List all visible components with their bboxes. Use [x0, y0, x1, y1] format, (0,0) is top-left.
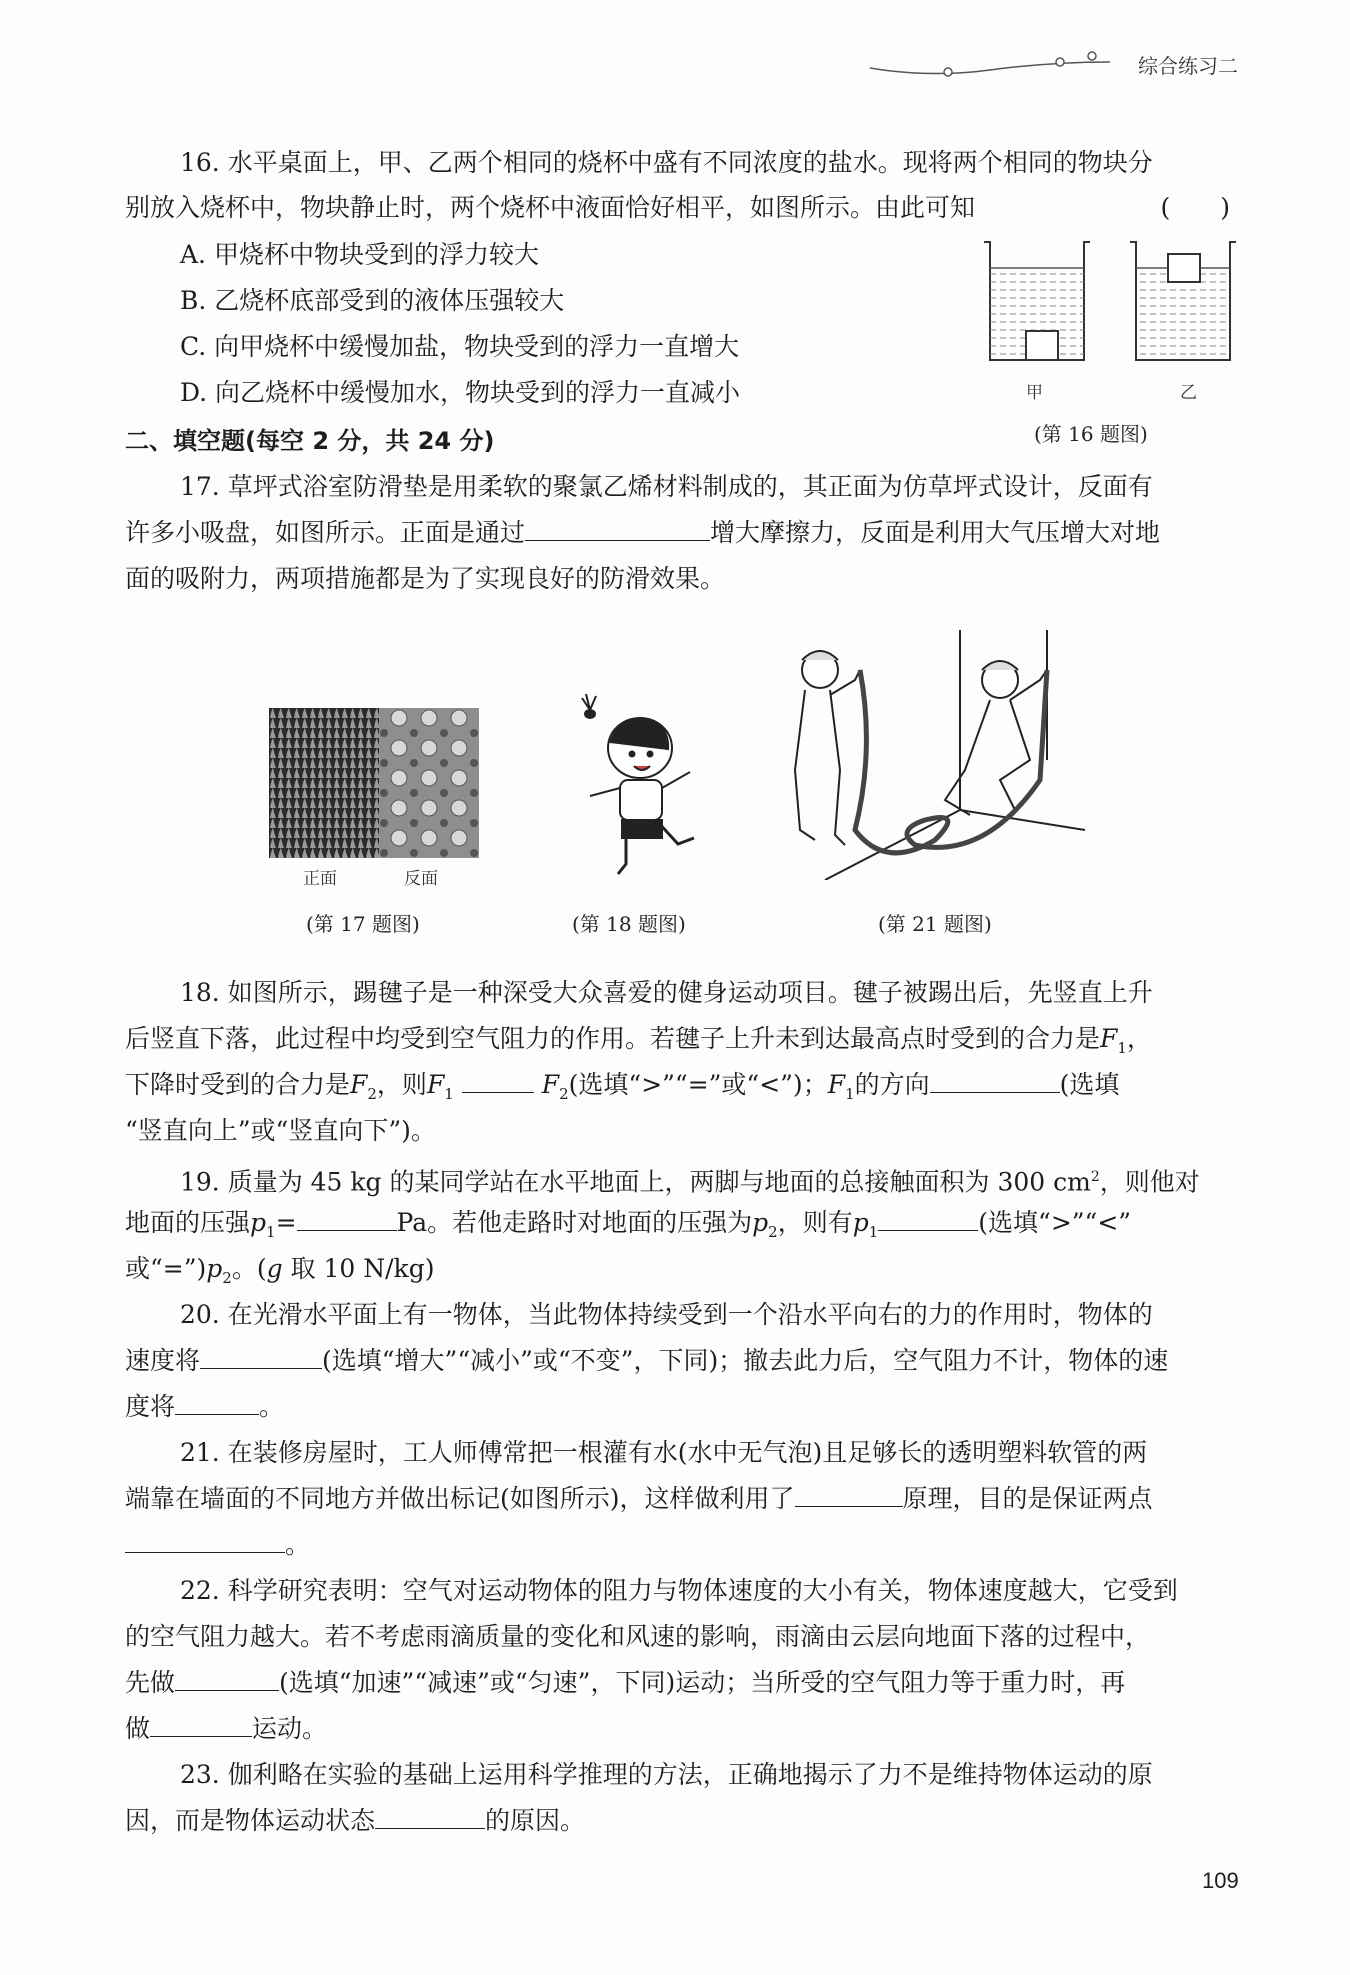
q18-line4: “竖直向上”或“竖直向下”)。: [125, 1116, 436, 1145]
q22-text: 运动。: [252, 1714, 328, 1743]
subscript: 1: [1117, 1039, 1127, 1057]
q16-option-b: B. 乙烧杯底部受到的液体压强较大: [180, 286, 565, 315]
q21-line2: [125, 1482, 1240, 1516]
beaker-label-jia: 甲: [1026, 383, 1043, 403]
q22-line1: 22. 科学研究表明：空气对运动物体的阻力与物体速度的大小有关，物体速度越大，它受到: [180, 1576, 1178, 1605]
answer-blank[interactable]: [525, 518, 710, 541]
q23-line1: 23. 伽利略在实验的基础上运用科学推理的方法，正确地揭示了力不是维持物体运动的原: [180, 1760, 1153, 1789]
q18-text: 的方向: [854, 1070, 930, 1099]
var-F: F: [350, 1070, 368, 1099]
answer-paren: ( ): [1160, 193, 1230, 222]
q18-text: 下降时受到的合力是: [125, 1070, 351, 1099]
q19-text: ，则他对: [1099, 1167, 1200, 1197]
girl-kicking-shuttlecock: [560, 688, 710, 888]
q18-text: ，则: [376, 1070, 427, 1099]
q18-text: (选填“>”“=”或“<”)；: [568, 1070, 828, 1099]
var-p: p: [206, 1254, 223, 1283]
q20-line3: [125, 1390, 1240, 1424]
var-F: F: [1100, 1024, 1118, 1053]
beaker-jia: [984, 242, 1090, 360]
answer-blank[interactable]: [200, 1346, 322, 1369]
q22-text: (选填“加速”“减速”或“匀速”，下同)运动；当所受的空气阻力等于重力时，再: [279, 1668, 1126, 1697]
q19-text: =: [275, 1208, 297, 1237]
q19-text: (选填“>”“<”: [978, 1208, 1132, 1237]
subscript: 1: [266, 1223, 276, 1241]
anti-slip-mat-photo: [269, 708, 479, 858]
answer-blank[interactable]: [175, 1668, 279, 1691]
q18-text: 后竖直下落，此过程中均受到空气阻力的作用。若毽子上升未到达最高点时受到的合力是: [125, 1024, 1101, 1053]
q20-line1: 20. 在光滑水平面上有一物体，当此物体持续受到一个沿水平向右的力的作用时，物体的: [180, 1300, 1153, 1329]
q18-text: (选填: [1059, 1070, 1120, 1099]
q17-text-b: 增大摩擦力，反面是利用大气压增大对地: [710, 518, 1161, 547]
q18-line1: 18. 如图所示，踢毽子是一种深受大众喜爱的健身运动项目。毽子被踢出后，先竖直上升: [180, 978, 1153, 1007]
q19-text: ，则有: [777, 1208, 853, 1237]
subscript: 1: [845, 1085, 855, 1103]
var-F: F: [541, 1070, 560, 1099]
answer-blank[interactable]: [795, 1484, 903, 1507]
q18-figure-caption: (第 18 题图): [572, 912, 686, 936]
q16-option-a: A. 甲烧杯中物块受到的浮力较大: [180, 240, 539, 269]
q18-line2: [125, 1022, 1240, 1065]
q21-text: 。: [285, 1530, 311, 1559]
q20-text: (选填“增大”“减小”或“不变”，下同)；撤去此力后，空气阻力不计，物体的速: [322, 1346, 1169, 1375]
q20-text: 。: [259, 1392, 285, 1421]
subscript: 2: [768, 1223, 778, 1241]
answer-blank[interactable]: [125, 1530, 285, 1553]
q21-line1: 21. 在装修房屋时，工人师傅常把一根灌有水(水中无气泡)且足够长的透明塑料软管的两: [180, 1438, 1148, 1467]
q16-option-d: D. 向乙烧杯中缓慢加水，物块受到的浮力一直减小: [180, 378, 741, 407]
q19-text: 。(: [231, 1254, 267, 1283]
var-p: p: [752, 1208, 769, 1237]
subscript: 2: [222, 1269, 232, 1287]
answer-blank[interactable]: [462, 1070, 534, 1093]
q16-figure-caption: (第 16 题图): [1034, 422, 1148, 446]
var-F: F: [827, 1070, 846, 1099]
q17-line1: 17. 草坪式浴室防滑垫是用柔软的聚氯乙烯材料制成的，其正面为仿草坪式设计，反面有: [180, 472, 1153, 501]
beaker-label-yi: 乙: [1180, 383, 1197, 403]
q19-text: Pa。若他走路时对地面的压强为: [396, 1208, 753, 1237]
q18-line3: [125, 1068, 1240, 1111]
answer-blank[interactable]: [375, 1806, 485, 1829]
page-number: 109: [1202, 1868, 1239, 1893]
subscript: 2: [367, 1085, 377, 1103]
q21-text: 端靠在墙面的不同地方并做出标记(如图所示)，这样做利用了: [125, 1484, 795, 1513]
q20-line2: [125, 1344, 1240, 1378]
q16-stem-text: 别放入烧杯中，物块静止时，两个烧杯中液面恰好相平，如图所示。由此可知: [125, 193, 976, 222]
q22-line4: [125, 1712, 1240, 1746]
section-heading: 二、填空题(每空 2 分，共 24 分): [125, 427, 495, 455]
q17-line2: [125, 516, 1240, 550]
q17-text-a: 许多小吸盘，如图所示。正面是通过: [125, 518, 526, 547]
answer-blank[interactable]: [150, 1714, 252, 1737]
var-F: F: [426, 1070, 445, 1099]
q17-figure-caption: (第 17 题图): [306, 912, 420, 936]
subscript: 1: [444, 1085, 454, 1103]
subscript: 2: [559, 1085, 569, 1103]
answer-blank[interactable]: [930, 1070, 1060, 1093]
q17-line3: 面的吸附力，两项措施都是为了实现良好的防滑效果。: [125, 564, 726, 593]
q22-text: 做: [125, 1714, 151, 1743]
q23-text: 的原因。: [485, 1806, 586, 1835]
q19-text: 取 10 N/kg): [282, 1254, 435, 1283]
q16-line1: 16. 水平桌面上，甲、乙两个相同的烧杯中盛有不同浓度的盐水。现将两个相同的物块分: [180, 148, 1153, 177]
var-p: p: [250, 1208, 267, 1237]
beakers-figure: [980, 238, 1240, 368]
q22-line3: [125, 1666, 1240, 1700]
q19-line2: [125, 1206, 1240, 1249]
workers-water-hose-figure: [785, 630, 1085, 880]
q20-text: 度将: [125, 1392, 176, 1421]
answer-blank[interactable]: [175, 1392, 259, 1415]
q23-line2: [125, 1804, 1240, 1838]
q19-text: 或“=”): [125, 1254, 207, 1283]
superscript: 2: [1090, 1169, 1100, 1185]
answer-blank[interactable]: [878, 1208, 978, 1231]
q23-text: 因，而是物体运动状态: [125, 1806, 376, 1835]
q20-text: 速度将: [125, 1346, 201, 1375]
beaker-yi: [1130, 242, 1236, 360]
q16-option-c: C. 向甲烧杯中缓慢加盐，物块受到的浮力一直增大: [180, 332, 740, 361]
q18-text: ，: [1126, 1024, 1152, 1053]
var-g: g: [266, 1254, 283, 1283]
q21-text: 原理，目的是保证两点: [902, 1484, 1153, 1513]
subscript: 1: [868, 1223, 879, 1241]
answer-blank[interactable]: [297, 1208, 397, 1231]
q19-line3: [125, 1252, 1240, 1295]
section-title: 综合练习二: [1138, 54, 1238, 78]
q22-line2: 的空气阻力越大。若不考虑雨滴质量的变化和风速的影响，雨滴由云层向地面下落的过程中，: [125, 1622, 1151, 1651]
q19-text: 地面的压强: [125, 1208, 251, 1237]
q16-line2: [125, 191, 1240, 225]
q19-line1: [180, 1160, 1240, 1199]
mat-label-front: 正面: [303, 869, 337, 889]
mat-label-back: 反面: [404, 869, 438, 889]
q21-figure-caption: (第 21 题图): [878, 912, 992, 936]
q19-text: 19. 质量为 45 kg 的某同学站在水平地面上，两脚与地面的总接触面积为 300 cm: [180, 1167, 1091, 1197]
var-p: p: [852, 1208, 869, 1237]
q22-text: 先做: [125, 1668, 176, 1697]
q21-line3: [125, 1528, 1240, 1562]
header-decoration: [870, 38, 1130, 78]
